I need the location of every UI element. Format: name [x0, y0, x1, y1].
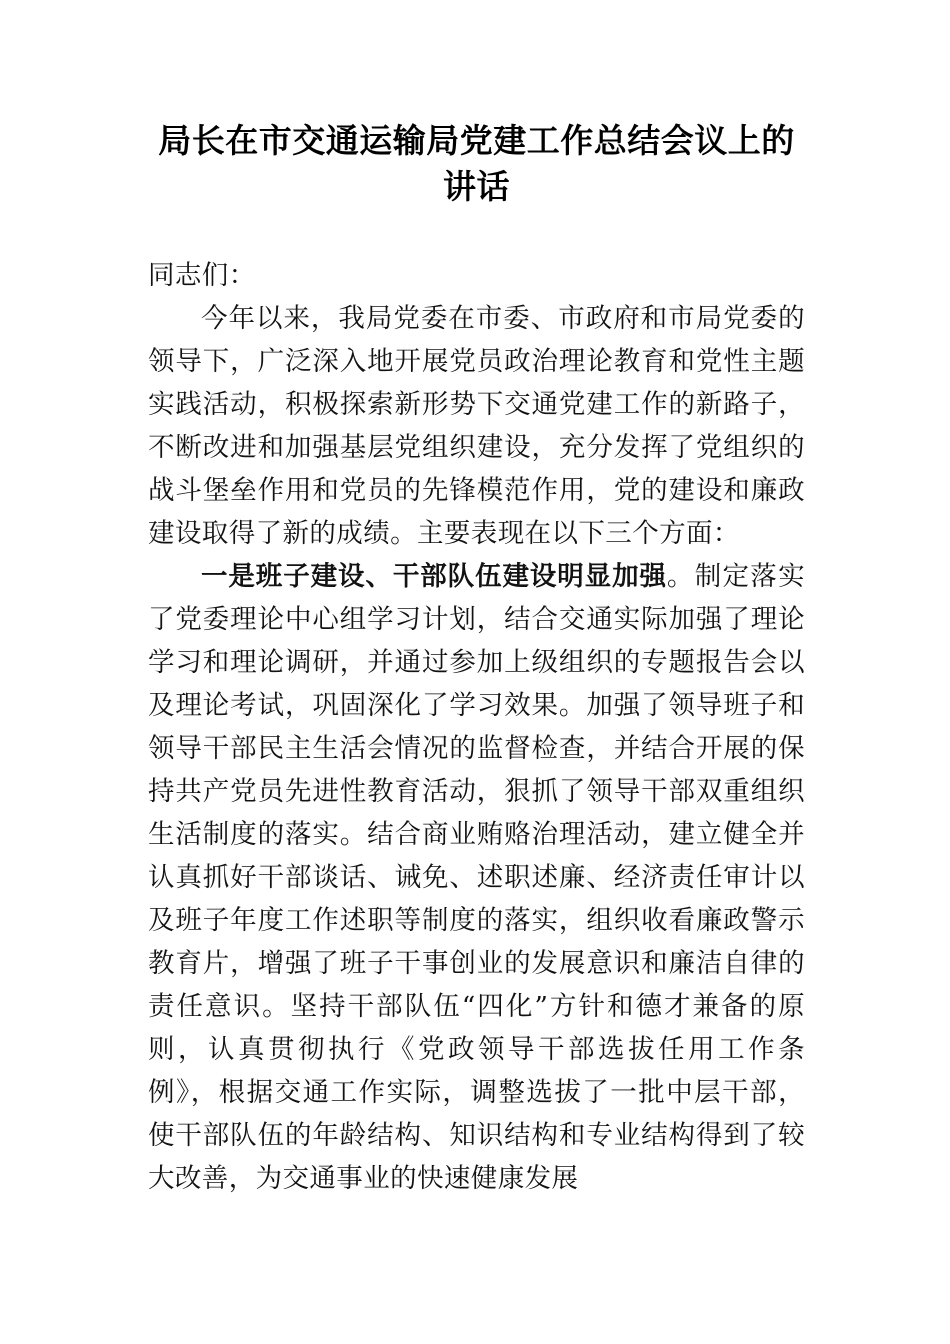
page-title: 局长在市交通运输局党建工作总结会议上的讲话 — [158, 122, 795, 205]
document-body — [148, 254, 805, 1200]
page-content — [148, 118, 805, 1200]
section-one-body: 。制定落实了党委理论中心组学习计划，结合交通实际加强了理论学习和理论调研，并通过参加上级组织的专题报告会以及理论考试，巩固深化了学习效果。加强了领导班子和领导干部民主生活会情况的监督检查，并结合开展的保持共产党员先进性教育活动，狠抓了领导干部双重组织生活制度的落实。结合商业贿赂治理活动，建立健全并认真抓好干部谈话、诫免、述职述廉、经济责任审计以及班子年度工作述职等制度的落实，组织收看廉政警示教育片，增强了班子干事创业的发展意识和廉洁自律的责任意识。坚持干部队伍“四化”方针和德才兼备的原则，认真贯彻执行《党政领导干部选拔任用工作条例》，根据交通工作实际，调整选拔了一批中层干部，使干部队伍的年龄结构、知识结构和专业结构得到了较大改善，为交通事业的快速健康发展 — [148, 561, 806, 1194]
paragraph-section-one — [148, 555, 805, 1200]
section-one-bold-lead: 一是班子建设、干部队伍建设明显加强 — [201, 561, 667, 591]
paragraph-opening: 今年以来，我局党委在市委、市政府和市局党委的领导下，广泛深入地开展党员政治理论教育和党性主题实践活动，积极探索新形势下交通党建工作的新路子，不断改进和加强基层党组织建设，充分发挥了党组织的战斗堡垒作用和党员的先锋模范作用，党的建设和廉政建设取得了新的成绩。主要表现在以下三个方面： — [148, 303, 805, 549]
salutation: 同志们： — [148, 260, 256, 291]
